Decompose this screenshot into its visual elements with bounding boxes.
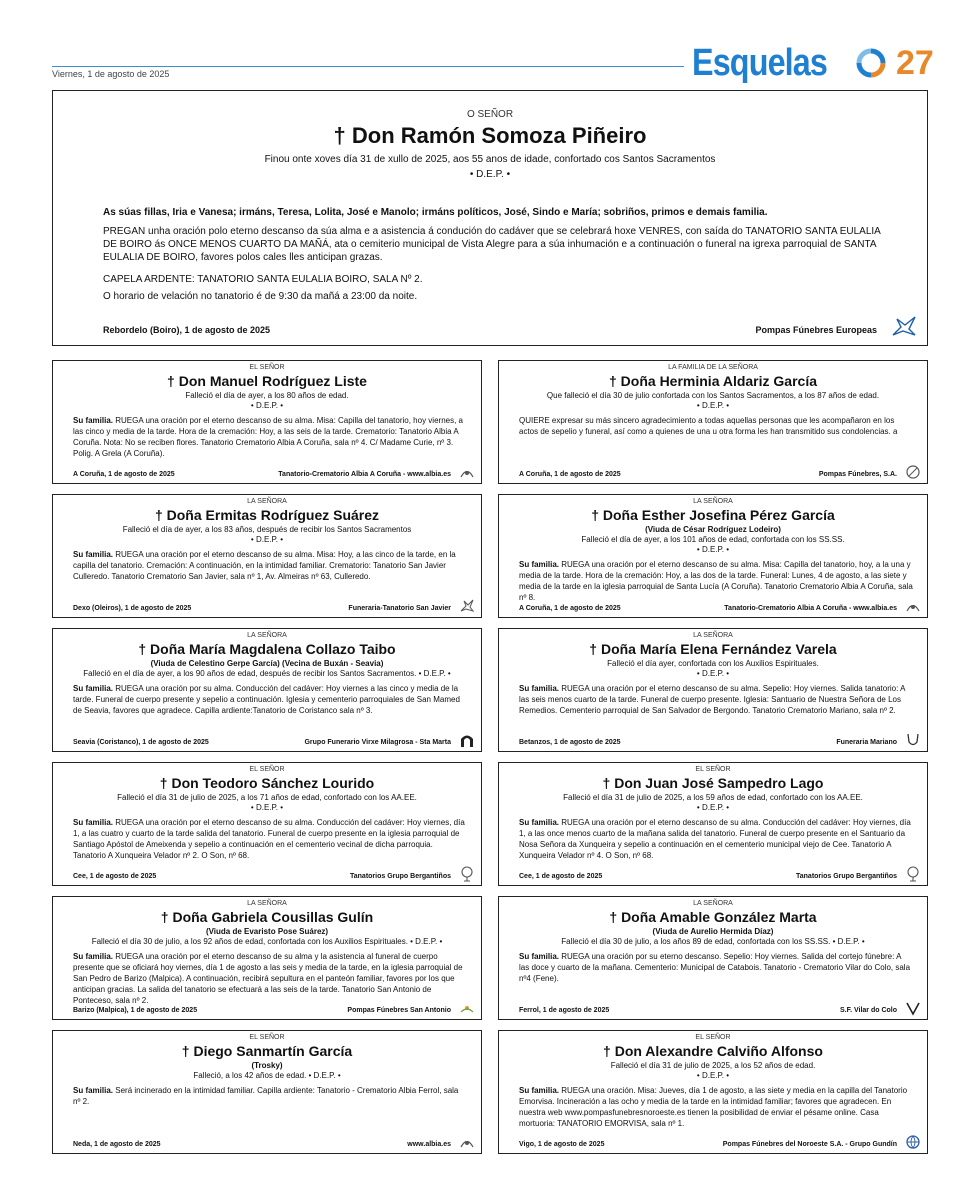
obituary-card	[498, 1030, 928, 1154]
card-place-date: Dexo (Oleiros), 1 de agosto de 2025	[73, 605, 192, 612]
header-date: Viernes, 1 de agosto de 2025	[52, 69, 170, 79]
card-kicker: LA SEÑORA	[693, 900, 733, 907]
card-name: † Doña Gabriela Cousillas Gulín	[160, 909, 374, 925]
card-body	[73, 549, 467, 582]
card-body	[519, 1085, 913, 1129]
flower-logo-icon	[459, 1000, 475, 1016]
card-body	[519, 951, 913, 984]
card-line: Falleció el día de ayer, a los 101 años de edad, confortada con los SS.SS.	[581, 535, 845, 544]
card-body	[519, 683, 913, 716]
card-funeral-home: Tanatorios Grupo Bergantiños	[350, 873, 451, 880]
card-kicker: LA SEÑORA	[693, 632, 733, 639]
hands-logo-icon	[905, 732, 921, 748]
tree-logo-icon	[459, 866, 475, 882]
obituary-subtitle: Finou onte xoves día 31 de xullo de 2025, aos 55 anos de idade, confortado cos Santos Sacramentos	[264, 154, 716, 165]
card-name: † Don Teodoro Sánchez Lourido	[159, 775, 375, 791]
card-body-text: QUIERE expresar su más sincero agradecimiento a todas aquellas personas que les acompañaron en los actos de sepelio y funeral, así como a quienes de una u otra forma les han transmitido sus condolencias. a	[519, 416, 898, 436]
card-kicker: EL SEÑOR	[695, 766, 731, 773]
dove-icon	[459, 598, 475, 614]
card-body-lead: Su familia.	[519, 818, 560, 827]
albia-logo-icon	[459, 1134, 475, 1150]
card-line: (Viuda de Evaristo Pose Suárez)	[205, 927, 329, 936]
card-body	[73, 415, 467, 459]
card-body-text: RUEGA una oración por el eterno descanso de su alma. Conducción del cadáver: Hoy viernes, día 1, a las once menos cuarto de la mañana salida del tanatorio. Funeral de cuerpo presente en el Santuario da Nosa Señora da Xunqueira y sepelio a continuación en el cementerio municipal viejo de Cee. Tanatorio A Xunqueira Velador nº 4. O Son, nº 68.	[519, 818, 911, 860]
card-funeral-home: Tanatorio-Crematorio Albia A Coruña - www.albia.es	[278, 471, 451, 478]
obituary-card	[52, 628, 482, 752]
obituary-card	[498, 762, 928, 886]
card-body-lead: Su familia.	[519, 684, 560, 693]
card-body-text: RUEGA una oración por el eterno descanso de su alma. Conducción del cadáver: Hoy viernes, día 1, a las cuatro y cuarto de la tarde salida del tanatorio. Funeral de cuerpo presente en la iglesia parroquial de Santiago Apóstol de Ameixenda y sepelio a continuación en el cementerio vecinal de dicha parroquia. Tanatorio A Xunqueira Velador nº 2. O Son, nº 68.	[73, 818, 465, 860]
card-line: Falleció, a los 42 años de edad. • D.E.P. •	[193, 1071, 341, 1080]
obituary-card	[52, 360, 482, 484]
card-funeral-home: Pompas Fúnebres San Antonio	[347, 1007, 451, 1014]
card-name: † Doña Ermitas Rodríguez Suárez	[154, 507, 380, 523]
obituary-funeral-home: Pompas Fúnebres Europeas	[755, 325, 877, 335]
card-name: † Doña María Magdalena Collazo Taibo	[138, 641, 396, 657]
card-name: † Doña María Elena Fernández Varela	[589, 641, 837, 657]
card-funeral-home: Funeraria Mariano	[836, 739, 897, 746]
card-line: • D.E.P. •	[696, 401, 730, 410]
card-place-date: Ferrol, 1 de agosto de 2025	[519, 1007, 610, 1014]
card-body-lead: Su familia.	[73, 818, 114, 827]
card-name: † Doña Amable González Marta	[609, 909, 817, 925]
card-body-text: RUEGA una oración por el eterno descanso de su alma. Misa: Capilla del tanatorio, hoy, a la una y media de la tarde. Hora de la cremación: Hoy, a las dos de la tarde. Funeral: Lunes, 4 de agosto, a las siete y media de la tarde en la iglesia parroquial de Santa Lucía (A Coruña). Tanatorio Crematorio Albia A Coruña, sala nº 8.	[519, 560, 913, 602]
card-body-lead: Su familia.	[519, 952, 560, 961]
card-line: Que falleció el día 30 de julio confortada con los Santos Sacramentos, a los 87 años de edad.	[546, 391, 880, 400]
card-line: Falleció el día 30 de julio, a los años 89 de edad, confortada con los SS.SS. • D.E.P. •	[561, 937, 865, 946]
card-funeral-home: Pompas Fúnebres del Noroeste S.A. - Grupo Gundín	[722, 1141, 897, 1148]
card-name: † Don Alexandre Calviño Alfonso	[603, 1043, 823, 1059]
card-body-text: RUEGA una oración por el eterno descanso de su alma. Misa: Hoy, a las cinco de la tarde, en la capilla del tanatorio. Cremación: A continuación, en la intimidad familiar. Crematorio: Tanatorio San Javier Culleredo. Tanatorio Crematorio San Javier, sala nº 1, Av. Almeiras nº 63, Culleredo.	[73, 550, 456, 581]
card-line: • D.E.P. •	[250, 803, 284, 812]
card-body-text: RUEGA una oración por su alma. Conducción del cadáver: Hoy viernes a las cinco y media de la tarde. Funeral de cuerpo presente y sepelio a continuación. Iglesia y cementerio parroquiales de San Mamed de Seavia, favores que agradece. Capilla ardiente:Tanatorio de Coristanco sala nº 3.	[73, 684, 460, 715]
card-funeral-home: Grupo Funerario Virxe Milagrosa - Sta Marta	[304, 739, 451, 746]
card-body-text: RUEGA una oración. Misa: Jueves, día 1 de agosto, a las siete y media en la capilla del Tanatorio Emorvisa. Incineración a las ocho y media de la tarde en la intimidad familiar; favores que agradecen. En nuestra web www.pompasfunebresnoroeste.es tienen la posibilidad de enviar el pésame online. Casa mortuoria: TANATORIO EMORVISA, sala nº 1.	[519, 1086, 908, 1128]
obituary-card	[52, 896, 482, 1020]
card-line: Falleció el día de ayer, a los 83 años, después de recibir los Santos Sacramentos	[122, 525, 412, 534]
card-kicker: LA SEÑORA	[693, 498, 733, 505]
card-name: † Diego Sanmartín García	[181, 1043, 353, 1059]
card-body	[73, 1085, 467, 1107]
card-place-date: Betanzos, 1 de agosto de 2025	[519, 739, 621, 746]
card-line: (Viuda de César Rodríguez Lodeiro)	[645, 525, 781, 534]
card-place-date: Vigo, 1 de agosto de 2025	[519, 1141, 605, 1148]
card-kicker: LA SEÑORA	[247, 900, 287, 907]
card-place-date: Neda, 1 de agosto de 2025	[73, 1141, 161, 1148]
obituary-card	[498, 494, 928, 618]
card-place-date: A Coruña, 1 de agosto de 2025	[73, 471, 175, 478]
card-body-lead: Su familia.	[73, 952, 114, 961]
dove-icon	[889, 313, 919, 341]
card-place-date: Cee, 1 de agosto de 2025	[73, 873, 157, 880]
card-funeral-home: Funeraria-Tanatorio San Javier	[348, 605, 451, 612]
arch-logo-icon	[459, 732, 475, 748]
obituary-dep: • D.E.P. •	[469, 169, 511, 180]
obituary-paragraph: O horario de velación no tanatorio é de 9:30 da mañá a 23:00 da noite.	[103, 291, 418, 302]
card-line: • D.E.P. •	[250, 535, 284, 544]
card-place-date: Barizo (Malpica), 1 de agosto de 2025	[73, 1007, 198, 1014]
card-body-lead: Su familia.	[73, 1086, 114, 1095]
albia-logo-icon	[459, 464, 475, 480]
card-line: • D.E.P. •	[696, 545, 730, 554]
v-logo-icon	[905, 1000, 921, 1016]
card-body-lead: Su familia.	[519, 1086, 560, 1095]
obituary-card	[498, 628, 928, 752]
card-line: Falleció el día de ayer, a los 80 años de edad.	[185, 391, 349, 400]
card-body	[73, 951, 467, 1006]
card-kicker: EL SEÑOR	[249, 364, 285, 371]
header-rule	[52, 66, 684, 67]
card-line: (Trosky)	[251, 1061, 283, 1070]
obituary-card	[52, 494, 482, 618]
card-body-lead: Su familia.	[73, 416, 114, 425]
card-place-date: A Coruña, 1 de agosto de 2025	[519, 471, 621, 478]
card-body-lead: Su familia.	[73, 550, 114, 559]
card-body	[73, 683, 467, 716]
card-line: • D.E.P. •	[250, 401, 284, 410]
obituary-card	[52, 762, 482, 886]
card-kicker: EL SEÑOR	[249, 1034, 285, 1041]
card-line: Falleció el día 30 de julio, a los 92 años de edad, confortada con los Auxilios Espirituales. • D.E.P. •	[91, 937, 443, 946]
obituary-paragraph: PREGAN unha oración polo eterno descanso da súa alma e a asistencia á condución do cadáver que se celebrará hoxe VENRES, con saída do TANATORIO SANTA EULALIA DE BOIRO ás ONCE MENOS CUARTO DA MAÑÁ, ata o cemiterio municipal de Vista Alegre para a súa inhumación e a continuación o funeral na igrexa parroquial de SANTA EULALIA DE BOIRO, favores polos cales lles anticipan grazas.	[103, 226, 881, 263]
card-kicker: LA SEÑORA	[247, 632, 287, 639]
card-line: Falleció el día 31 de julio de 2025, a los 52 años de edad.	[610, 1061, 816, 1070]
card-kicker: EL SEÑOR	[695, 1034, 731, 1041]
card-funeral-home: www.albia.es	[407, 1141, 451, 1148]
card-line: (Viuda de Celestino Gerpe García) (Vecina de Buxán - Seavia)	[150, 659, 384, 668]
card-body-text: Será incinerado en la intimidad familiar. Capilla ardiente: Tanatorio - Crematorio Albia Ferrol, sala nº 2.	[73, 1086, 459, 1106]
card-place-date: Seavia (Coristanco), 1 de agosto de 2025	[73, 739, 209, 746]
card-kicker: EL SEÑOR	[249, 766, 285, 773]
card-name: † Don Juan José Sampedro Lago	[602, 775, 824, 791]
card-body	[519, 415, 913, 437]
obituary-paragraph: CAPELA ARDENTE: TANATORIO SANTA EULALIA BOIRO, SALA Nº 2.	[103, 274, 423, 285]
card-name: † Don Manuel Rodríguez Liste	[167, 373, 367, 389]
page-number: 27	[896, 44, 934, 82]
albia-logo-icon	[905, 598, 921, 614]
obituary-card	[498, 360, 928, 484]
card-body	[519, 817, 913, 861]
ring-logo-icon	[856, 48, 886, 78]
obituary-name: † Don Ramón Somoza Piñeiro	[333, 123, 647, 148]
card-body-lead: Su familia.	[73, 684, 114, 693]
card-body-text: RUEGA una oración por el eterno descanso de su alma y la asistencia al funeral de cuerpo presente que se oficiará hoy viernes, día 1 de agosto a las seis y media de la tarde, en la iglesia parroquial de San Pedro de Barizo (Malpica). A continuación, recibirá sepultura en el panteón familiar, favores por los que anticipan gracias. La salida del tanatorio se efectuará a las seis de la tarde. Tanatorio San Antonio de Ponteceso, sala nº 2.	[73, 952, 463, 1005]
card-line: • D.E.P. •	[696, 803, 730, 812]
card-name: † Doña Herminia Aldariz García	[609, 373, 817, 389]
card-line: Falleció el día 31 de julio de 2025, a los 71 años de edad, confortado con los AA.EE.	[117, 793, 417, 802]
obituary-card	[52, 1030, 482, 1154]
card-place-date: Cee, 1 de agosto de 2025	[519, 873, 603, 880]
pfsa-logo-icon	[905, 464, 921, 480]
card-funeral-home: Tanatorio-Crematorio Albia A Coruña - www.albia.es	[724, 605, 897, 612]
card-kicker: LA SEÑORA	[247, 498, 287, 505]
card-body-text: RUEGA una oración por el eterno descanso de su alma. Misa: Capilla del tanatorio, hoy viernes, a las cinco y media de la tarde. Hora de la cremación: Hoy, a las seis de la tarde. Crematorio: Tanatorio Albia A Coruña. Nota: No se reciben flores. Tanatorio Crematorio Albia A Coruña, sala nº 4. C/ Madame Curie, nº 3. Polig. A Grela (A Coruña).	[73, 416, 463, 458]
card-place-date: A Coruña, 1 de agosto de 2025	[519, 605, 621, 612]
card-line: Falleció el día ayer, confortada con los Auxilios Espirituales.	[607, 659, 819, 668]
card-body-lead: Su familia.	[519, 560, 560, 569]
obituary-kicker: O SEÑOR	[466, 109, 514, 120]
card-funeral-home: Pompas Fúnebres, S.A.	[818, 471, 897, 478]
card-body	[519, 559, 913, 603]
card-body-text: RUEGA una oración por el eterno descanso de su alma. Sepelio: Hoy viernes. Salida tanatorio: A las seis menos cuarto de la tarde. Funeral de cuerpo presente. Iglesia: Santuario de Nuestra Señora de Los Remedios. Cementerio parroquial de San Salvador de Bergondo. Tanatorio Crematorio Mariano, sala nº 2.	[519, 684, 905, 715]
obituary-card	[498, 896, 928, 1020]
card-name: † Doña Esther Josefina Pérez García	[591, 507, 835, 523]
obituary-family: As súas fillas, Iria e Vanesa; irmáns, Teresa, Lolita, José e Manolo; irmáns políticos, José, Sindo e María; sobriños, primos e demais familia.	[103, 207, 768, 218]
card-funeral-home: Tanatorios Grupo Bergantiños	[796, 873, 897, 880]
obituary-place-date: Rebordelo (Boiro), 1 de agosto de 2025	[103, 325, 271, 335]
card-line: (Viuda de Aurelio Hermida Díaz)	[652, 927, 774, 936]
card-line: Falleció en el día de ayer, a los 90 años de edad, después de recibir los Santos Sacramentos. • D.E.P. •	[83, 669, 451, 678]
card-body-text: RUEGA una oración por su eterno descanso. Sepelio: Hoy viernes. Salida del cortejo fúnebre: A las doce y cuarto de la mañana. Cementerio: Municipal de Catabois. Tanatorio - Crematorio Vilar do Colo, sala nº4 (Fene).	[519, 952, 911, 983]
card-line: Falleció el día 31 de julio de 2025, a los 59 años de edad, confortado con los AA.EE.	[563, 793, 863, 802]
main-obituary	[52, 90, 928, 346]
card-funeral-home: S.F. Vilar do Colo	[839, 1007, 897, 1014]
card-line: • D.E.P. •	[696, 669, 730, 678]
card-kicker: LA FAMILIA DE LA SEÑORA	[668, 364, 758, 371]
card-line: • D.E.P. •	[696, 1071, 730, 1080]
globe-logo-icon	[905, 1134, 921, 1150]
card-body	[73, 817, 467, 861]
tree-logo-icon	[905, 866, 921, 882]
section-title: Esquelas	[692, 42, 828, 84]
